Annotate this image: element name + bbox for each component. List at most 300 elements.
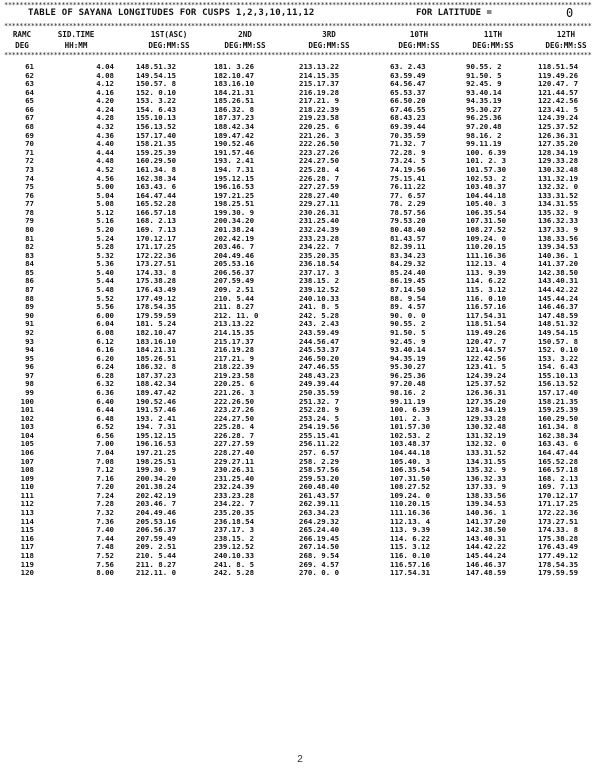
cell-12th: 175.38.28 — [538, 533, 579, 543]
cell-10th: 84.29.32 — [390, 259, 426, 269]
cell-sidtime: 7.52 — [96, 550, 114, 560]
cell-2nd: 188.42.34 — [214, 122, 255, 132]
cell-2nd: 190.52.46 — [214, 139, 255, 149]
cell-1st: 207.59.49 — [136, 533, 177, 543]
cell-3rd: 243.59.49 — [299, 327, 340, 337]
cell-sidtime: 5.56 — [96, 302, 114, 312]
cell-11th: 117.54.31 — [466, 310, 507, 320]
cell-12th: 120.47. 7 — [538, 79, 579, 89]
cell-1st: 156.13.52 — [136, 122, 177, 132]
cell-10th: 86.19.45 — [390, 276, 426, 286]
asterisk-rule-top: ********************************************************************************************************************************************************** — [4, 2, 592, 8]
cell-11th: 128.34.19 — [466, 405, 507, 415]
cell-3rd: 227.27.59 — [299, 182, 340, 192]
cell-10th: 80.48.40 — [390, 224, 426, 234]
cell-sidtime: 4.32 — [96, 122, 114, 132]
cell-11th: 132.32. 0 — [466, 439, 507, 449]
cell-3rd: 218.22.39 — [299, 104, 340, 114]
cell-ramc: 91 — [25, 319, 34, 329]
cell-2nd: 224.27.50 — [214, 413, 255, 423]
cell-2nd: 234.22. 7 — [214, 499, 255, 509]
cell-12th: 121.44.57 — [538, 87, 579, 97]
cell-1st: 211. 8.27 — [136, 559, 177, 569]
cell-12th: 169. 7.13 — [538, 482, 579, 492]
cell-sidtime: 6.52 — [96, 422, 114, 432]
cell-1st: 201.38.24 — [136, 482, 177, 492]
cell-12th: 134.31.55 — [538, 199, 579, 209]
cell-1st: 205.53.16 — [136, 516, 177, 526]
cell-10th: 81.43.57 — [390, 233, 426, 243]
cell-3rd: 268. 9.54 — [299, 550, 340, 560]
cell-3rd: 245.53.37 — [299, 345, 340, 355]
cell-10th: 92.45. 9 — [390, 336, 426, 346]
cell-sidtime: 5.00 — [96, 182, 114, 192]
cell-11th: 120.47. 7 — [466, 336, 507, 346]
cell-11th: 100. 6.39 — [466, 147, 507, 157]
cell-10th: 105.40. 3 — [390, 456, 431, 466]
cell-2nd: 231.25.40 — [214, 473, 255, 483]
cell-sidtime: 5.16 — [96, 216, 114, 226]
cell-2nd: 209. 2.51 — [214, 285, 255, 295]
cell-12th: 136.32.33 — [538, 216, 579, 226]
cell-sidtime: 5.36 — [96, 259, 114, 269]
cell-11th: 147.48.59 — [466, 568, 507, 578]
cell-10th: 75.15.41 — [390, 173, 426, 183]
cell-1st: 168. 2.13 — [136, 216, 177, 226]
cell-2nd: 206.56.37 — [214, 267, 255, 277]
cell-11th: 93.40.14 — [466, 87, 502, 97]
cell-1st: 161.34. 8 — [136, 164, 177, 174]
cell-11th: 130.32.48 — [466, 422, 507, 432]
cell-10th: 108.27.52 — [390, 482, 431, 492]
cell-12th: 133.31.52 — [538, 190, 579, 200]
cell-1st: 171.17.25 — [136, 242, 177, 252]
cell-3rd: 257. 6.57 — [299, 448, 340, 458]
cell-2nd: 214.15.35 — [214, 327, 255, 337]
cell-11th: 116.57.16 — [466, 302, 507, 312]
cell-11th: 105.40. 3 — [466, 199, 507, 209]
cell-11th: 123.41. 5 — [466, 362, 507, 372]
cell-sidtime: 7.56 — [96, 559, 114, 569]
cell-ramc: 99 — [25, 387, 34, 397]
header-3rd: DEG:MM:SS — [308, 41, 350, 50]
cell-12th: 176.43.49 — [538, 542, 579, 552]
cell-12th: 164.47.44 — [538, 448, 579, 458]
cell-ramc: 73 — [25, 164, 34, 174]
cell-10th: 114. 6.22 — [390, 533, 431, 543]
cell-12th: 128.34.19 — [538, 147, 579, 157]
cell-1st: 162.38.34 — [136, 173, 177, 183]
cell-3rd: 224.27.50 — [299, 156, 340, 166]
cell-2nd: 226.28. 7 — [214, 430, 255, 440]
cell-1st: 185.26.51 — [136, 353, 177, 363]
cell-1st: 148.51.32 — [136, 62, 177, 71]
cell-3rd: 220.25. 6 — [299, 122, 340, 132]
cell-12th: 172.22.36 — [538, 508, 579, 518]
asterisk-rule-mid: ********************************************************************************************************************************************************** — [4, 23, 592, 29]
cell-11th: 144.42.22 — [466, 542, 507, 552]
cell-2nd: 205.53.16 — [214, 259, 255, 269]
column-header-row-1 — [0, 30, 600, 41]
cell-1st: 176.43.49 — [136, 285, 177, 295]
cell-11th: 112.13. 4 — [466, 259, 507, 269]
cell-12th: 145.44.24 — [538, 293, 579, 303]
cell-sidtime: 6.40 — [96, 396, 114, 406]
cell-3rd: 251.32. 7 — [299, 396, 340, 406]
cell-10th: 89. 4.57 — [390, 302, 426, 312]
cell-ramc: 63 — [25, 79, 34, 89]
cell-sidtime: 4.20 — [96, 96, 114, 106]
cell-1st: 175.38.28 — [136, 276, 177, 286]
cell-1st: 199.30. 9 — [136, 465, 177, 475]
cell-11th: 146.46.37 — [466, 559, 507, 569]
cell-2nd: 222.26.50 — [214, 396, 255, 406]
header-12th: 12TH — [556, 30, 576, 39]
cell-11th: 109.24. 0 — [466, 233, 507, 243]
cell-2nd: 198.25.51 — [214, 199, 255, 209]
cell-2nd: 240.10.33 — [214, 550, 255, 560]
cell-sidtime: 7.48 — [96, 542, 114, 552]
cell-ramc: 116 — [20, 533, 34, 543]
cell-sidtime: 4.52 — [96, 164, 114, 174]
cell-12th: 137.33. 9 — [538, 224, 579, 234]
cell-1st: 155.10.13 — [136, 113, 177, 123]
cell-ramc: 72 — [25, 156, 34, 166]
cell-10th: 78.57.56 — [390, 207, 426, 217]
cell-12th: 146.46.37 — [538, 302, 579, 312]
cell-1st: 212.11. 0 — [136, 568, 177, 578]
cell-2nd: 228.27.40 — [214, 448, 255, 458]
cell-11th: 131.32.19 — [466, 430, 507, 440]
cell-ramc: 98 — [25, 379, 34, 389]
cell-10th: 73.24. 5 — [390, 156, 426, 166]
cell-ramc: 112 — [20, 499, 34, 509]
cell-12th: 152. 0.10 — [538, 345, 579, 355]
cell-2nd: 230.26.31 — [214, 465, 255, 475]
cell-10th: 107.31.50 — [390, 473, 431, 483]
cell-ramc: 94 — [25, 345, 34, 355]
cell-1st: 196.16.53 — [136, 439, 177, 449]
cell-10th: 116. 0.10 — [390, 550, 431, 560]
cell-sidtime: 6.56 — [96, 430, 114, 440]
cell-2nd: 207.59.49 — [214, 276, 255, 286]
cell-sidtime: 4.08 — [96, 70, 114, 80]
cell-3rd: 231.25.40 — [299, 216, 340, 226]
cell-2nd: 199.30. 9 — [214, 207, 255, 217]
cell-3rd: 229.27.11 — [299, 199, 340, 209]
cell-sidtime: 5.28 — [96, 242, 114, 252]
cell-10th: 64.56.47 — [390, 79, 426, 89]
cell-2nd: 195.12.15 — [214, 173, 255, 183]
cell-10th: 112.13. 4 — [390, 516, 431, 526]
cell-3rd: 221.26. 3 — [299, 130, 340, 140]
cell-3rd: 253.24. 5 — [299, 413, 340, 423]
cell-12th: 165.52.28 — [538, 456, 579, 466]
cell-sidtime: 4.40 — [96, 139, 114, 149]
cell-3rd: 258.57.56 — [299, 465, 340, 475]
cell-1st: 166.57.18 — [136, 207, 177, 217]
cell-2nd: 218.22.39 — [214, 362, 255, 372]
cell-12th: 140.36. 1 — [538, 250, 579, 260]
cell-11th: 139.34.53 — [466, 499, 507, 509]
cell-1st: 184.21.31 — [136, 345, 177, 355]
cell-12th: 122.42.56 — [538, 96, 579, 106]
cell-2nd: 219.23.58 — [214, 370, 255, 380]
cell-10th: 82.39.11 — [390, 242, 426, 252]
cell-ramc: 109 — [20, 473, 34, 483]
cell-sidtime: 8.00 — [96, 568, 114, 578]
cell-sidtime: 6.20 — [96, 353, 114, 363]
cell-ramc: 76 — [25, 190, 34, 200]
cell-11th: 110.20.15 — [466, 242, 507, 252]
cell-3rd: 267.14.50 — [299, 542, 340, 552]
cell-10th: 72.28. 9 — [390, 147, 426, 157]
cell-ramc: 119 — [20, 559, 34, 569]
cell-2nd: 186.32. 8 — [214, 104, 255, 114]
cell-11th: 127.35.20 — [466, 396, 507, 406]
cell-11th: 118.51.54 — [466, 319, 507, 329]
cell-ramc: 107 — [20, 456, 34, 466]
cell-3rd: 260.48.40 — [299, 482, 340, 492]
cell-2nd: 212. 11. 0 — [214, 310, 259, 320]
cell-1st: 210. 5.44 — [136, 550, 177, 560]
header-11th: DEG:MM:SS — [472, 41, 514, 50]
cell-10th: 117.54.31 — [390, 568, 431, 578]
cell-10th: 70.35.59 — [390, 130, 426, 140]
cell-ramc: 120 — [20, 568, 34, 578]
cell-ramc: 75 — [25, 182, 34, 192]
cell-12th: 161.34. 8 — [538, 422, 579, 432]
cell-1st: 178.54.35 — [136, 302, 177, 312]
cell-ramc: 103 — [20, 422, 34, 432]
cell-11th: 97.20.48 — [466, 122, 502, 132]
cell-sidtime: 4.12 — [96, 79, 114, 89]
cell-11th: 102.53. 2 — [466, 173, 507, 183]
cell-ramc: 105 — [20, 439, 34, 449]
cell-11th: 90.55. 2 — [466, 62, 502, 71]
cell-ramc: 93 — [25, 336, 34, 346]
cell-1st: 182.10.47 — [136, 327, 177, 337]
cell-10th: 101.57.30 — [390, 422, 431, 432]
cell-10th: 104.44.18 — [390, 448, 431, 458]
cell-12th: 166.57.18 — [538, 465, 579, 475]
cell-1st: 163.43. 6 — [136, 182, 177, 192]
cell-10th: 90. 0. 0 — [390, 310, 426, 320]
cell-sidtime: 6.48 — [96, 413, 114, 423]
cell-10th: 63. 2.43 — [390, 62, 426, 71]
cell-sidtime: 4.44 — [96, 147, 114, 157]
header-2nd: 2ND — [238, 30, 252, 39]
cell-2nd: 229.27.11 — [214, 456, 255, 466]
cell-1st: 172.22.36 — [136, 250, 177, 260]
cell-sidtime: 7.44 — [96, 533, 114, 543]
cell-3rd: 258. 2.29 — [299, 456, 340, 466]
cell-10th: 90.55. 2 — [390, 319, 426, 329]
cell-2nd: 213.13.22 — [214, 319, 255, 329]
cell-ramc: 101 — [20, 405, 34, 415]
latitude-label: FOR LATITUDE = — [416, 8, 492, 18]
cell-12th: 142.38.50 — [538, 267, 579, 277]
cell-ramc: 114 — [20, 516, 34, 526]
cell-11th: 91.50. 5 — [466, 70, 502, 80]
cell-sidtime: 7.28 — [96, 499, 114, 509]
cell-1st: 159.25.39 — [136, 147, 177, 157]
cell-1st: 202.42.19 — [136, 490, 177, 500]
cell-ramc: 104 — [20, 430, 34, 440]
cell-10th: 111.16.36 — [390, 508, 431, 518]
cell-11th: 137.33. 9 — [466, 482, 507, 492]
cell-2nd: 184.21.31 — [214, 87, 255, 97]
cell-3rd: 248.43.23 — [299, 370, 340, 380]
header-1st: 1ST(ASC) — [150, 30, 188, 39]
cell-11th: 124.39.24 — [466, 370, 507, 380]
cell-12th: 129.33.28 — [538, 156, 579, 166]
cell-ramc: 82 — [25, 242, 34, 252]
cell-sidtime: 7.00 — [96, 439, 114, 449]
cell-2nd: 211. 8.27 — [214, 302, 255, 312]
cell-3rd: 243. 2.43 — [299, 319, 340, 329]
cell-12th: 143.40.31 — [538, 276, 579, 286]
cell-11th: 94.35.19 — [466, 96, 502, 106]
cell-11th: 107.31.50 — [466, 216, 507, 226]
cell-sidtime: 5.20 — [96, 224, 114, 234]
cell-10th: 116.57.16 — [390, 559, 431, 569]
header-ramc: DEG — [15, 41, 29, 50]
cell-ramc: 65 — [25, 96, 34, 106]
cell-3rd: 256.11.22 — [299, 439, 340, 449]
cell-ramc: 67 — [25, 113, 34, 123]
cell-12th: 160.29.50 — [538, 413, 579, 423]
cell-1st: 209. 2.51 — [136, 542, 177, 552]
cell-ramc: 61 — [25, 62, 34, 71]
cell-ramc: 111 — [20, 490, 34, 500]
cell-3rd: 249.39.44 — [299, 379, 340, 389]
cell-3rd: 240.10.33 — [299, 293, 340, 303]
cell-3rd: 261.43.57 — [299, 490, 340, 500]
header-11th: 11TH — [483, 30, 503, 39]
cell-ramc: 69 — [25, 130, 34, 140]
cell-2nd: 225.28. 4 — [214, 422, 255, 432]
cell-1st: 160.29.50 — [136, 156, 177, 166]
cell-sidtime: 5.32 — [96, 250, 114, 260]
cell-ramc: 64 — [25, 87, 34, 97]
cell-11th: 116. 0.10 — [466, 293, 507, 303]
cell-11th: 101. 2. 3 — [466, 156, 507, 166]
cell-1st: 195.12.15 — [136, 430, 177, 440]
cell-10th: 66.50.20 — [390, 96, 426, 106]
cell-3rd: 239.12.52 — [299, 285, 340, 295]
cell-12th: 118.51.54 — [538, 62, 579, 71]
cell-3rd: 238.15. 2 — [299, 276, 340, 286]
cell-sidtime: 5.24 — [96, 233, 114, 243]
header-10th: 10TH — [409, 30, 429, 39]
cell-ramc: 95 — [25, 353, 34, 363]
cell-12th: 119.49.26 — [538, 70, 579, 80]
cell-1st: 157.17.40 — [136, 130, 177, 140]
cell-12th: 124.39.24 — [538, 113, 579, 123]
cell-11th: 101.57.30 — [466, 164, 507, 174]
cell-sidtime: 4.48 — [96, 156, 114, 166]
cell-11th: 115. 3.12 — [466, 285, 507, 295]
cell-10th: 68.43.23 — [390, 113, 426, 123]
cell-1st: 197.21.25 — [136, 448, 177, 458]
header-sidtime: HH:MM — [64, 41, 88, 50]
cell-ramc: 79 — [25, 216, 34, 226]
header-3rd: 3RD — [322, 30, 336, 39]
cell-ramc: 115 — [20, 525, 34, 535]
cell-1st: 198.25.51 — [136, 456, 177, 466]
cell-3rd: 269. 4.57 — [299, 559, 340, 569]
cell-12th: 158.21.35 — [538, 396, 579, 406]
cell-2nd: 220.25. 6 — [214, 379, 255, 389]
cell-10th: 71.32. 7 — [390, 139, 426, 149]
cell-3rd: 233.23.28 — [299, 233, 340, 243]
cell-3rd: 228.27.40 — [299, 190, 340, 200]
cell-12th: 138.33.56 — [538, 233, 579, 243]
cell-3rd: 247.46.55 — [299, 362, 340, 372]
cell-sidtime: 5.12 — [96, 207, 114, 217]
cell-1st: 179.59.59 — [136, 310, 177, 320]
cell-3rd: 270. 0. 0 — [299, 568, 340, 578]
cell-10th: 63.59.49 — [390, 70, 426, 80]
cell-ramc: 85 — [25, 267, 34, 277]
cell-3rd: 232.24.39 — [299, 224, 340, 234]
cell-ramc: 117 — [20, 542, 34, 552]
cell-11th: 143.40.31 — [466, 533, 507, 543]
cell-sidtime: 6.44 — [96, 405, 114, 415]
cell-sidtime: 6.04 — [96, 319, 114, 329]
cell-sidtime: 5.52 — [96, 293, 114, 303]
cell-3rd: 236.18.54 — [299, 259, 340, 269]
cell-1st: 191.57.46 — [136, 405, 177, 415]
cell-12th: 178.54.35 — [538, 559, 579, 569]
cell-3rd: 241. 8. 5 — [299, 302, 340, 312]
cell-1st: 170.12.17 — [136, 233, 177, 243]
cell-2nd: 236.18.54 — [214, 516, 255, 526]
cell-2nd: 196.16.53 — [214, 182, 255, 192]
cell-2nd: 185.26.51 — [214, 96, 255, 106]
cell-3rd: 264.29.32 — [299, 516, 340, 526]
cell-sidtime: 7.04 — [96, 448, 114, 458]
cell-1st: 165.52.28 — [136, 199, 177, 209]
cell-11th: 145.44.24 — [466, 550, 507, 560]
cell-sidtime: 7.40 — [96, 525, 114, 535]
cell-10th: 115. 3.12 — [390, 542, 431, 552]
cell-12th: 132.32. 0 — [538, 182, 579, 192]
cell-2nd: 235.20.35 — [214, 508, 255, 518]
cell-3rd: 219.23.58 — [299, 113, 340, 123]
cell-2nd: 210. 5.44 — [214, 293, 255, 303]
cell-3rd: 225.28. 4 — [299, 164, 340, 174]
cell-2nd: 237.17. 3 — [214, 525, 255, 535]
table-title: TABLE OF SAYANA LONGITUDES FOR CUSPS 1,2,3,10,11,12 — [28, 8, 315, 18]
cell-2nd: 194. 7.31 — [214, 164, 255, 174]
cell-2nd: 217.21. 9 — [214, 353, 255, 363]
cell-11th: 92.45. 9 — [466, 79, 502, 89]
cell-sidtime: 6.08 — [96, 327, 114, 337]
cell-12th: 173.27.51 — [538, 516, 579, 526]
cell-10th: 77. 6.57 — [390, 190, 426, 200]
cell-12th: 123.41. 5 — [538, 104, 579, 114]
cell-1st: 204.49.46 — [136, 508, 177, 518]
cell-3rd: 262.39.11 — [299, 499, 340, 509]
cell-10th: 65.53.37 — [390, 87, 426, 97]
cell-1st: 203.46. 7 — [136, 499, 177, 509]
cell-11th: 141.37.20 — [466, 516, 507, 526]
cell-12th: 157.17.40 — [538, 387, 579, 397]
header-ramc: RAMC — [12, 30, 32, 39]
cell-10th: 97.20.48 — [390, 379, 426, 389]
